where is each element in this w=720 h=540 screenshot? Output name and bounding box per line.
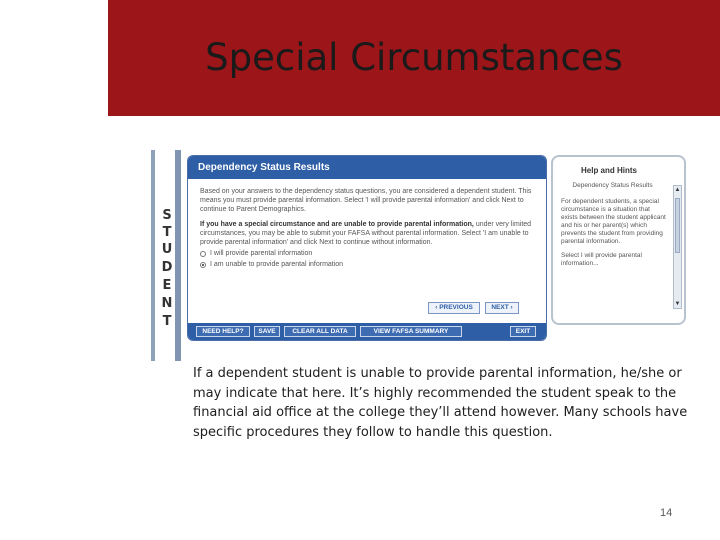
fafsa-screenshot — [151, 150, 690, 361]
slide-title: Special Circumstances — [205, 36, 623, 79]
previous-label: PREVIOUS — [439, 304, 473, 311]
scroll-down-icon[interactable]: ▼ — [674, 301, 681, 307]
radio-button[interactable] — [200, 251, 206, 257]
side-letter: T — [162, 314, 172, 329]
special-circumstance-lead: If you have a special circumstance and are unable to provide parental information, — [200, 221, 474, 228]
chevron-right-icon: › — [508, 304, 513, 311]
help-hints-panel — [551, 155, 686, 325]
panel-title: Dependency Status Results — [188, 156, 546, 179]
help-subtitle: Dependency Status Results — [572, 182, 653, 189]
side-letter: S — [162, 208, 172, 223]
previous-button[interactable] — [428, 302, 480, 314]
option-label: I am unable to provide parental information — [210, 261, 344, 268]
next-button[interactable] — [485, 302, 519, 314]
side-letter: T — [162, 225, 172, 240]
help-title: Help and Hints — [581, 166, 638, 175]
help-scrollbar[interactable] — [673, 185, 682, 309]
help-text: For dependent students, a special circumstance is a situation that exists between the student applicant and his or her parent(s) which prevents the student from providing parental information. — [561, 198, 666, 245]
help-text-2: Select I will provide parental information... — [561, 252, 642, 267]
slide-caption: If a dependent student is unable to provide parental information, he/she or may indicate that here. It’s highly recommended the student speak to the financial aid office at the college they’ll attend however. Many schools have specific procedures they follow to handle this question. — [193, 366, 688, 440]
chevron-left-icon: ‹ — [435, 304, 440, 311]
student-side-strip — [151, 150, 177, 361]
option-unable-info[interactable] — [200, 260, 536, 269]
option-label: I will provide parental information — [210, 250, 313, 257]
view-summary-button[interactable]: VIEW FAFSA SUMMARY — [360, 326, 462, 337]
side-letter: U — [161, 242, 173, 257]
fafsa-toolbar — [188, 323, 546, 340]
radio-button-selected[interactable] — [200, 262, 206, 268]
save-button[interactable]: SAVE — [254, 326, 280, 337]
dependency-results-panel — [187, 155, 547, 341]
need-help-button[interactable]: NEED HELP? — [196, 326, 250, 337]
exit-button[interactable]: EXIT — [510, 326, 536, 337]
scroll-up-icon[interactable]: ▲ — [674, 187, 681, 193]
paragraph-dependent: Based on your answers to the dependency status questions, you are considered a dependent student. This means you must provide parental information. Select 'I will provide parental information' and click Next to continue to Parent Demographics. — [200, 188, 532, 213]
next-label: NEXT — [491, 304, 509, 311]
option-provide-info[interactable] — [200, 249, 536, 258]
side-letter: N — [161, 296, 173, 311]
page-number: 14 — [660, 507, 673, 519]
clear-all-button[interactable]: CLEAR ALL DATA — [284, 326, 356, 337]
side-letter: E — [162, 278, 172, 293]
side-letter: D — [161, 260, 173, 275]
special-circumstance-text: under very limited circumstances, you may be able to submit your FAFSA without parental information. Select 'I am unable to provide parental information' and click Next to continue without information. — [200, 221, 532, 246]
scroll-thumb[interactable] — [675, 198, 680, 253]
panel-body — [188, 179, 546, 269]
title-bar — [108, 0, 720, 116]
